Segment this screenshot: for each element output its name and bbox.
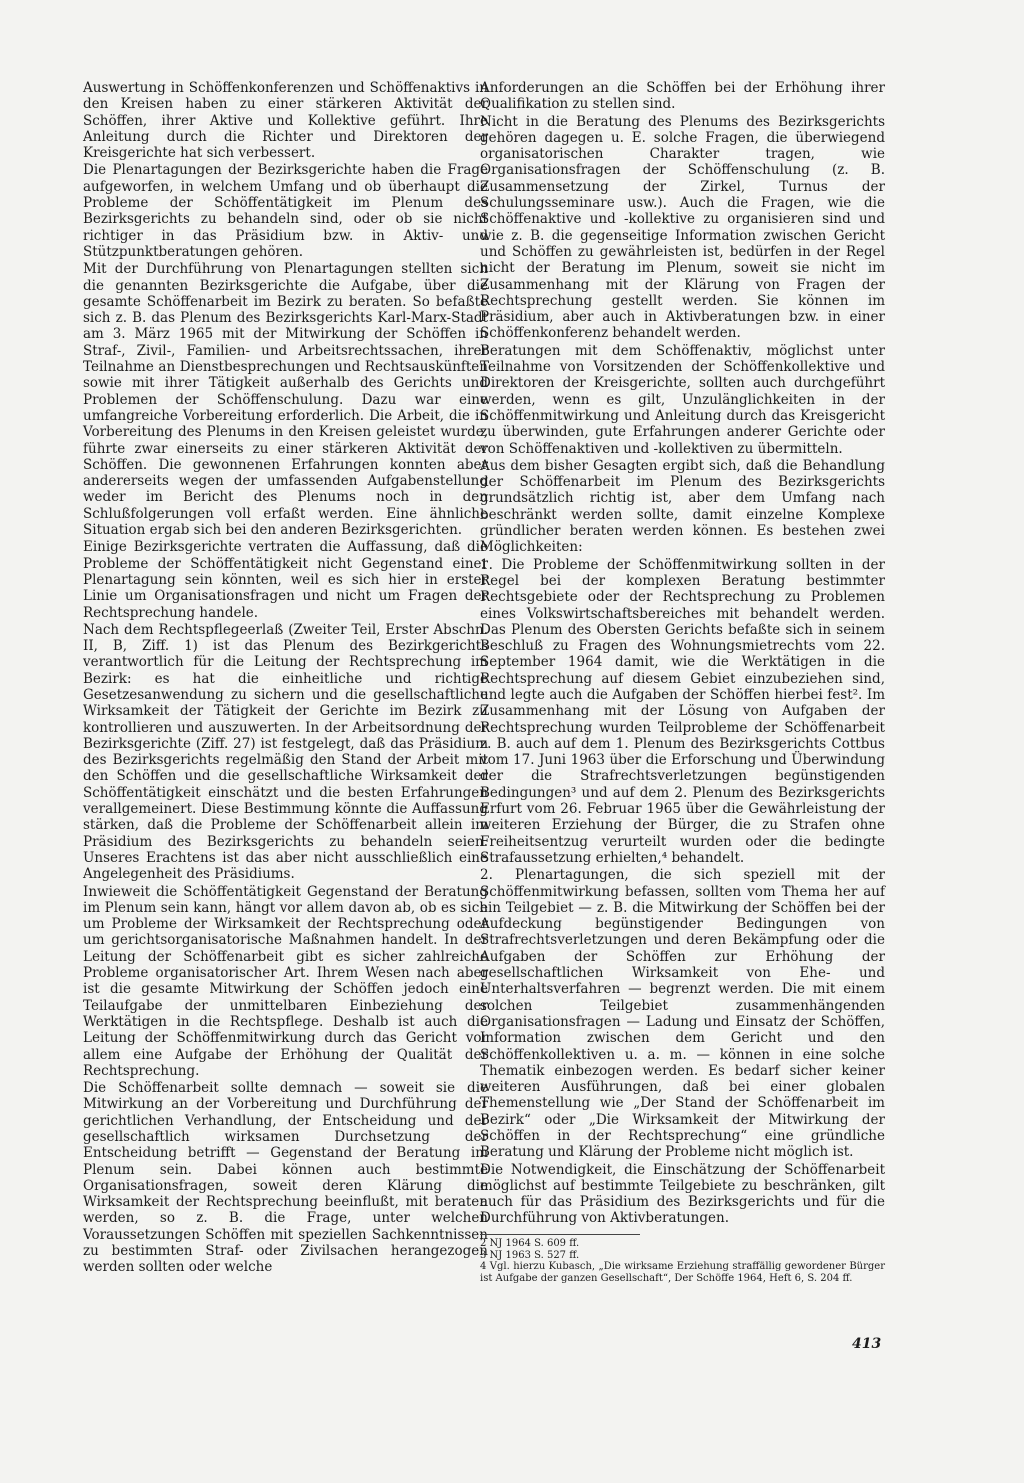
paragraph: Beratungen mit dem Schöffenaktiv, möglichst unter Teilnahme von Vorsitzenden der Schöffenkollektive und Direktoren der Kreisgerichte, sollten auch durchgeführt werden, wenn es gilt, Unzulänglichkeiten in der Schöffenmitwirkung und Anleitung durch das Kreisgericht zu überwinden, gute Erfahrungen anderer Gerichte oder von Schöffenaktiven und -kollektiven zu übermitteln. bbox=[480, 342, 885, 457]
paragraph: Die Notwendigkeit, die Einschätzung der Schöffenarbeit möglichst auf bestimmte Teilgebiete zu beschränken, gilt auch für das Präsidium des Bezirksgerichts und für die Durchführung von Aktivberatungen. bbox=[480, 1161, 885, 1227]
footnote: 4 Vgl. hierzu Kubasch, „Die wirksame Erziehung straffällig gewordener Bürger ist Aufgabe der ganzen Gesellschaft“, Der Schöffe 1964, Heft 6, S. 204 ff. bbox=[480, 1261, 885, 1285]
paragraph: Auswertung in Schöffenkonferenzen und Schöffenaktivs in den Kreisen haben zu einer stärkeren Aktivität der Schöffen, ihrer Aktive und Kollektive geführt. Ihre Anleitung durch die Richter und Direktoren der Kreisgerichte hat sich verbessert. bbox=[83, 80, 488, 162]
paragraph: 1. Die Probleme der Schöffenmitwirkung sollten in der Regel bei der komplexen Beratung bestimmter Rechtsgebiete oder der Rechtsprechung zu Problemen eines Volkswirtschaftsbereiches mit behandelt werden. Das Plenum des Obersten Gerichts befaßte sich in seinem Beschluß zu Fragen des Wohnungsmietrechts vom 22. September 1964 damit, wie die Werktätigen in die Rechtsprechung auf diesem Gebiet einzubeziehen sind, und legte auch die Aufgaben der Schöffen hierbei fest². Im Zusammenhang mit der Lösung von Aufgaben der Rechtsprechung wurden Teilprobleme der Schöffenarbeit z. B. auch auf dem 1. Plenum des Bezirksgerichts Cottbus vom 17. Juni 1963 über die Erforschung und Überwindung der die Strafrechtsverletzungen begünstigenden Bedingungen³ und auf dem 2. Plenum des Bezirksgerichts Erfurt vom 26. Februar 1965 über die Gewährleistung der weiteren Erziehung der Bürger, die zu Strafen ohne Freiheitsentzug verurteilt wurden oder die bedingte Strafaussetzung erhielten,⁴ behandelt. bbox=[480, 556, 885, 866]
footnote: 3 NJ 1963 S. 527 ff. bbox=[480, 1249, 580, 1261]
footnotes bbox=[480, 1234, 885, 1285]
paragraph: Nicht in die Beratung des Plenums des Bezirksgerichts gehören dagegen u. E. solche Fragen, die überwiegend organisatorischen Charakter tragen, wie Organisationsfragen der Schöffenschulung (z. B. Zusammensetzung der Zirkel, Turnus der Schulungsseminare usw.). Auch die Fragen, wie die Schöffenaktive und -kollektive zu organisieren sind und wie z. B. die gegenseitige Information zwischen Gericht und Schöffen zu gewährleisten ist, bedürfen in der Regel nicht der Beratung im Plenum, soweit sie nicht im Zusammenhang mit der Klärung von Fragen der Rechtsprechung gestellt werden. Sie können im Präsidium, aber auch in Aktivberatungen bzw. in einer Schöffenkonferenz behandelt werden. bbox=[480, 113, 885, 342]
paragraph: Die Plenartagungen der Bezirksgerichte haben die Frage aufgeworfen, in welchem Umfang und ob überhaupt die Probleme der Schöffentätigkeit im Plenum des Bezirksgerichts zu behandeln sind, oder ob sie nicht richtiger in das Präsidium bzw. in Aktiv- und Stützpunktberatungen gehören. bbox=[83, 162, 488, 260]
left-column bbox=[83, 80, 488, 1277]
paragraph: Aus dem bisher Gesagten ergibt sich, daß die Behandlung der Schöffenarbeit im Plenum des Bezirksgerichts grundsätzlich richtig ist, aber dem Umfang nach beschränkt werden sollte, damit einzelne Komplexe gründlicher beraten werden können. Es bestehen zwei Möglichkeiten: bbox=[480, 457, 885, 556]
paragraph: Nach dem Rechtspflegeerlaß (Zweiter Teil, Erster Abschn. II, B, Ziff. 1) ist das Plenum des Bezirkgerichts verantwortlich für die Leitung der Rechtsprechung im Bezirk: es hat die einheitliche und richtige Gesetzesanwendung zu sichern und die gesellschaftliche Wirksamkeit der Tätigkeit der Gerichte im Bezirk zu kontrollieren und auszuwerten. In der Arbeitsordnung der Bezirksgerichte (Ziff. 27) ist festgelegt, daß das Präsidium des Bezirksgerichts regelmäßig den Stand der Arbeit mit den Schöffen und die gesellschaftliche Wirksamkeit der Schöffentätigkeit einschätzt und die besten Erfahrungen verallgemeinert. Diese Bestimmung könnte die Auffassung stärken, daß die Probleme der Schöffenarbeit allein im Präsidium des Bezirksgerichts zu behandeln seien. Unseres Erachtens ist das aber nicht ausschließlich eine Angelegenheit des Präsidiums. bbox=[83, 621, 488, 883]
paragraph: Die Schöffenarbeit sollte demnach — soweit sie die Mitwirkung an der Vorbereitung und Durchführung der gerichtlichen Verhandlung, der Entscheidung und der gesellschaftlich wirksamen Durchsetzung der Entscheidung betrifft — Gegenstand der Beratung im Plenum sein. Dabei können auch bestimmte Organisationsfragen, soweit deren Klärung die Wirksamkeit der Rechtsprechung beeinflußt, mit beraten werden, so z. B. die Frage, unter welchen Voraussetzungen Schöffen mit speziellen Sachkenntnissen zu bestimmten Straf- oder Zivilsachen herangezogen werden sollten oder welche bbox=[83, 1080, 488, 1276]
page-number: 413 bbox=[852, 1336, 882, 1352]
paragraph: Mit der Durchführung von Plenartagungen stellten sich die genannten Bezirksgerichte die Aufgabe, über die gesamte Schöffenarbeit im Bezirk zu beraten. So befaßte sich z. B. das Plenum des Bezirksgerichts Karl-Marx-Stadt am 3. März 1965 mit der Mitwirkung der Schöffen in Straf-, Zivil-, Familien- und Arbeitsrechtssachen, ihrer Teilnahme an Dienstbesprechungen und Rechtsauskünften sowie mit ihrer Tätigkeit außerhalb des Gerichts und Problemen der Schöffenschulung. Dazu war eine umfangreiche Vorbereitung erforderlich. Die Arbeit, die in Vorbereitung des Plenums in den Kreisen geleistet wurde, führte zwar einerseits zu einer stärkeren Aktivität der Schöffen. Die gewonnenen Erfahrungen konnten aber andererseits wegen der umfassenden Aufgabenstellung weder im Bericht des Plenums noch in den Schlußfolgerungen voll erfaßt werden. Eine ähnliche Situation ergab sich bei den anderen Bezirksgerichten. bbox=[83, 261, 488, 539]
paragraph: Einige Bezirksgerichte vertraten die Auffassung, daß die Probleme der Schöffentätigkeit nicht Gegenstand einer Plenartagung sein könnten, weil es sich hier in erster Linie um Organisationsfragen und nicht um Fragen der Rechtsprechung handele. bbox=[83, 539, 488, 621]
paragraph: Anforderungen an die Schöffen bei der Erhöhung ihrer Qualifikation zu stellen sind. bbox=[480, 80, 885, 113]
paragraph: Inwieweit die Schöffentätigkeit Gegenstand der Beratung im Plenum sein kann, hängt vor allem davon ab, ob es sich um Probleme der Wirksamkeit der Rechtsprechung oder um gerichtsorganisatorische Maßnahmen handelt. In der Leitung der Schöffenarbeit gibt es sicher zahlreiche Probleme organisatorischer Art. Ihrem Wesen nach aber ist die gesamte Mitwirkung der Schöffen jedoch eine Teilaufgabe der unmittelbaren Einbeziehung der Werktätigen in die Rechtspflege. Deshalb ist auch die Leitung der Schöffenmitwirkung durch das Gericht vor allem eine Aufgabe der Erhöhung der Qualität der Rechtsprechung. bbox=[83, 883, 488, 1079]
right-column bbox=[480, 80, 885, 1285]
paragraph: 2. Plenartagungen, die sich speziell mit der Schöffenmitwirkung befassen, sollten vom Thema her auf ein Teilgebiet — z. B. die Mitwirkung der Schöffen bei der Aufdeckung begünstigender Bedingungen von Strafrechtsverletzungen und deren Bekämpfung oder die Aufgaben der Schöffen zur Erhöhung der gesellschaftlichen Wirksamkeit von Ehe- und Unterhaltsverfahren — begrenzt werden. Die mit einem solchen Teilgebiet zusammenhängenden Organisationsfragen — Ladung und Einsatz der Schöffen, Information zwischen dem Gericht und den Schöffenkollektiven u. a. m. — können in eine solche Thematik einbezogen werden. Es bedarf sicher keiner weiteren Ausführungen, daß bei einer globalen Themenstellung wie „Der Stand der Schöffenarbeit im Bezirk“ oder „Die Wirksamkeit der Mitwirkung der Schöffen in der Rechtsprechung“ eine gründliche Beratung und Klärung der Probleme nicht möglich ist. bbox=[480, 867, 885, 1161]
footnote: 2 NJ 1964 S. 609 ff. bbox=[480, 1237, 580, 1249]
